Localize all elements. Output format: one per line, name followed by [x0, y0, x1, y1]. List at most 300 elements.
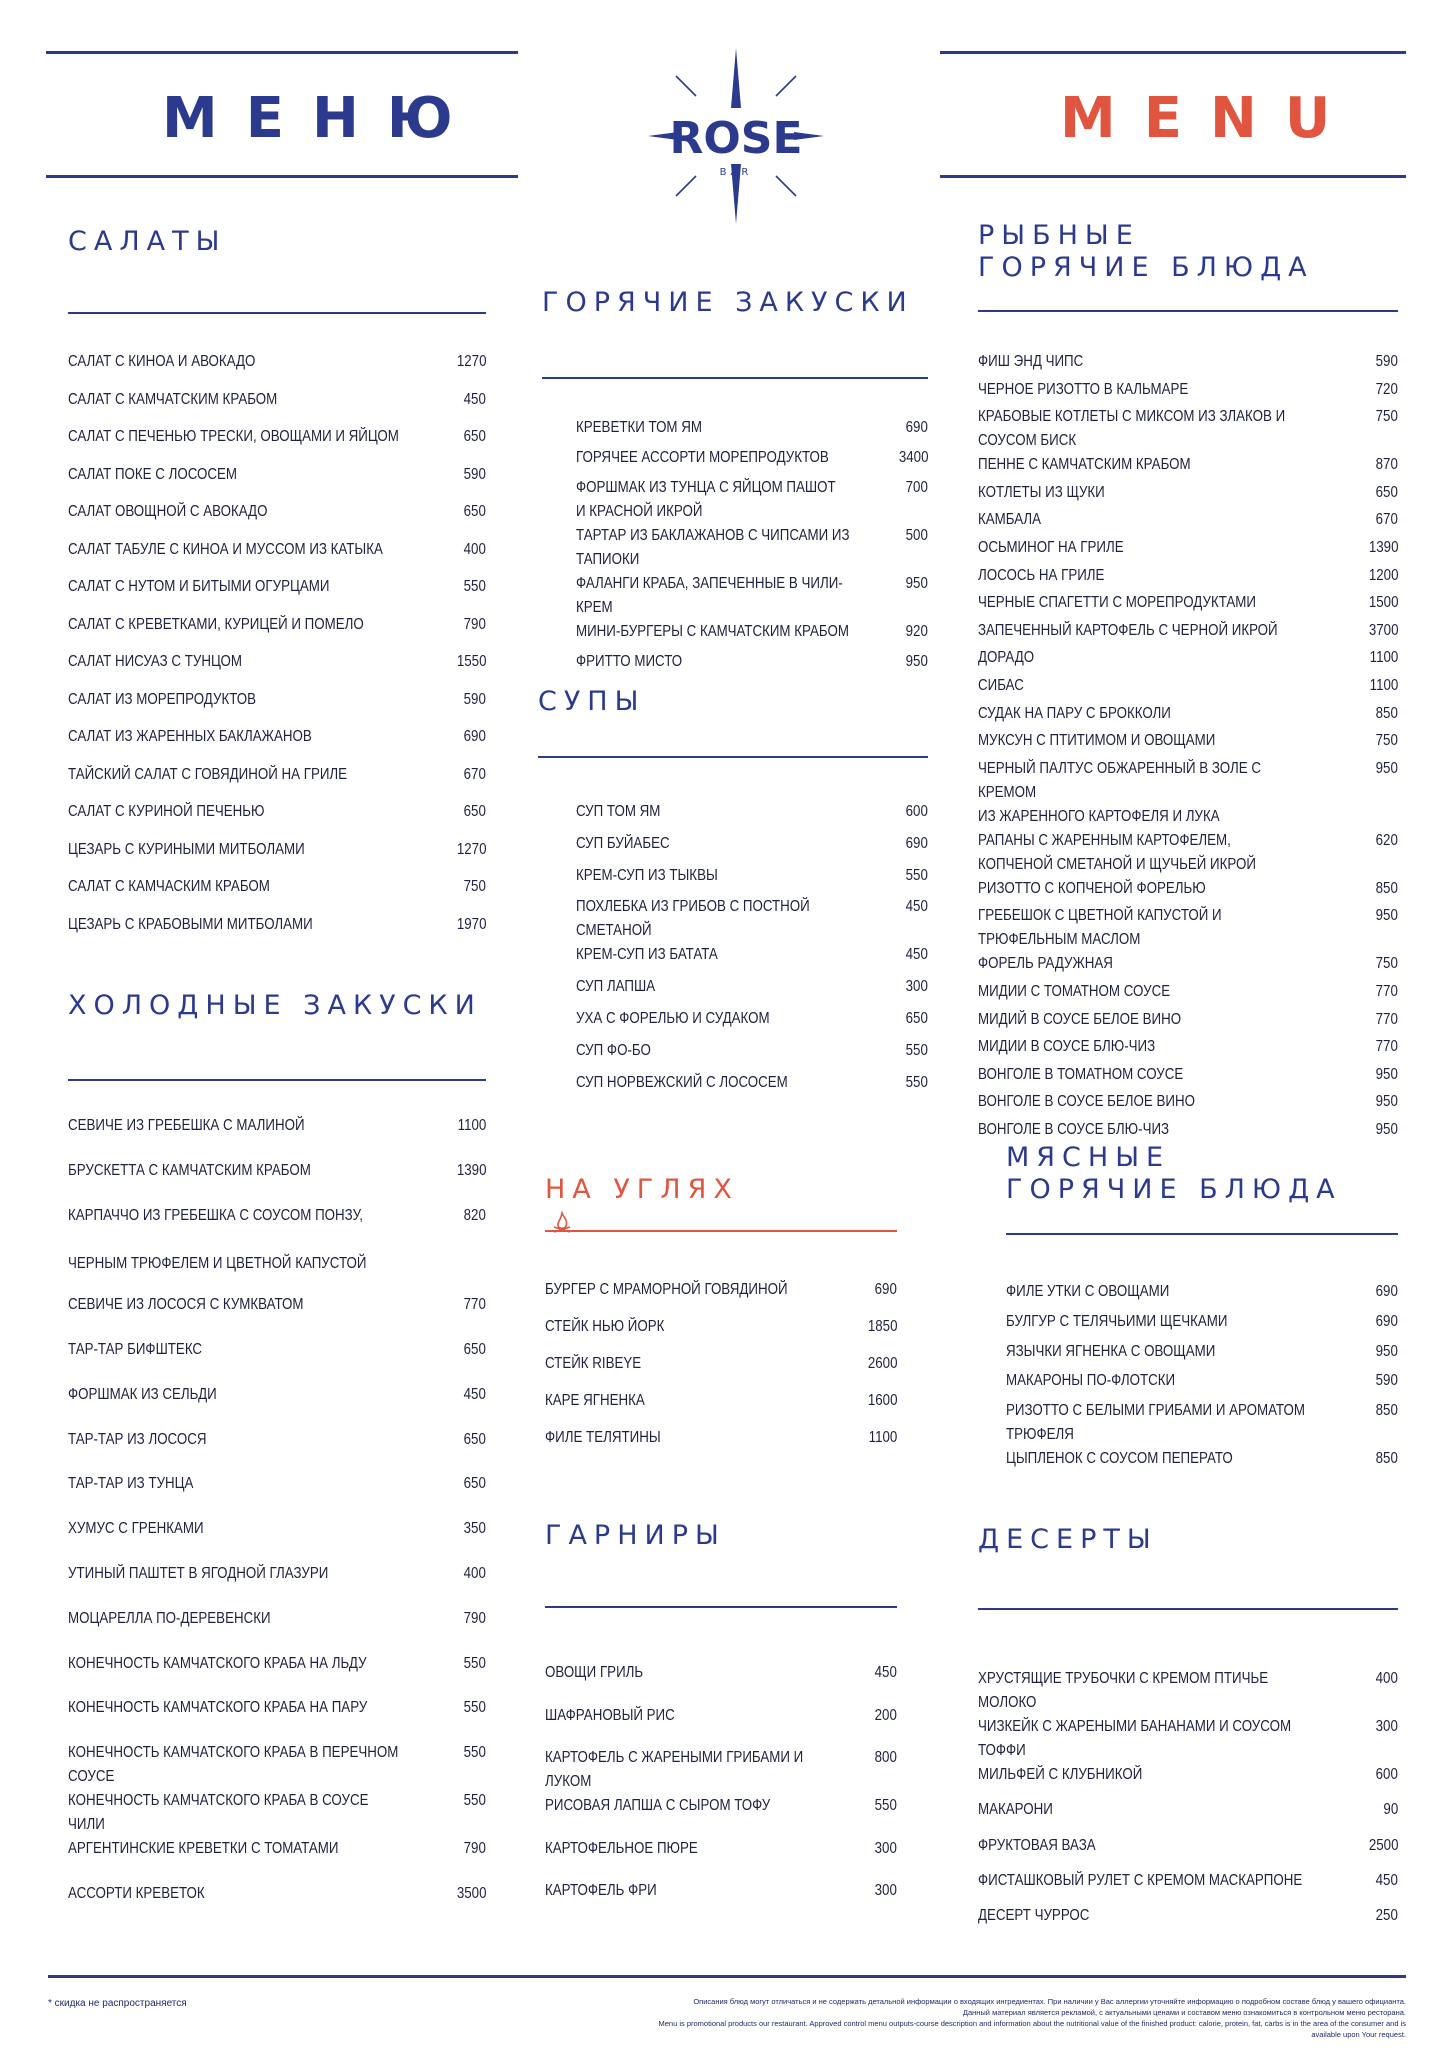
menu-item-name: ФРИТТО МИСТО	[576, 653, 683, 670]
menu-item	[68, 800, 486, 838]
menu-item	[978, 378, 1398, 406]
menu-item	[68, 1428, 486, 1473]
menu-item-name: КОТЛЕТЫ ИЗ ЩУКИ	[978, 483, 1105, 501]
menu-item-price: 650	[463, 503, 486, 520]
menu-item-price: 590	[463, 465, 486, 483]
menu-item-price: 950	[905, 653, 928, 670]
menu-item	[68, 838, 486, 876]
menu-item-price: 950	[1375, 907, 1398, 925]
menu-item	[68, 1652, 486, 1697]
menu-item-name: КАРТОФЕЛЬ С ЖАРЕНЫМИ ГРИБАМИ И ЛУКОМ	[545, 1749, 804, 1790]
menu-item-name: ВОНГОЛЕ В СОУСЕ БЛЮ-ЧИЗ	[978, 1120, 1170, 1138]
menu-item-price: 550	[463, 1744, 486, 1762]
menu-item-name: САЛАТ ПОКЕ С ЛОСОСЕМ	[68, 465, 238, 483]
menu-item-name: ЗАПЕЧЕННЫЙ КАРТОФЕЛЬ С ЧЕРНОЙ ИКРОЙ	[978, 621, 1278, 639]
section-rule-cold	[68, 1079, 486, 1081]
header-rule-left-bottom	[46, 175, 518, 178]
menu-item-name: САЛАТ НИСУАЗ С ТУНЦОМ	[68, 653, 243, 670]
menu-item	[68, 1789, 486, 1837]
menu-item-name: МИЛЬФЕЙ С КЛУБНИКОЙ	[978, 1766, 1143, 1783]
menu-item	[68, 1607, 486, 1652]
menu-item-name: СУП ЛАПША	[576, 978, 656, 996]
logo-subtext: BAR	[719, 167, 753, 178]
menu-item-name: КОНЕЧНОСТЬ КАМЧАТСКОГО КРАБА В СОУСЕ ЧИЛИ	[68, 1792, 369, 1834]
section-rule-hot-starters	[542, 377, 928, 379]
list-soups	[576, 800, 928, 1102]
menu-item-name: СЕВИЧЕ ИЗ ЛОСОСЯ С КУМКВАТОМ	[68, 1296, 304, 1314]
menu-item-name: ТАЙСКИЙ САЛАТ С ГОВЯДИНОЙ НА ГРИЛЕ	[68, 765, 348, 783]
menu-item	[576, 975, 928, 1007]
menu-item	[978, 980, 1398, 1008]
menu-item-name: ТАРТАР ИЗ БАКЛАЖАНОВ С ЧИПСАМИ ИЗ ТАПИОКИ	[576, 527, 850, 568]
menu-item	[68, 1338, 486, 1383]
menu-item-name: ОСЬМИНОГ НА ГРИЛЕ	[978, 538, 1124, 556]
menu-item-price: 550	[463, 1699, 486, 1717]
list-cold	[68, 1114, 486, 1927]
menu-item	[576, 1071, 928, 1103]
menu-item	[68, 500, 486, 538]
list-sides	[545, 1661, 897, 1922]
menu-item-name: ЦЫПЛЕНОК С СОУСОМ ПЕПЕРАТО	[1006, 1450, 1233, 1468]
menu-item	[1006, 1399, 1398, 1447]
menu-item-price: 600	[1375, 1766, 1398, 1783]
menu-item	[978, 646, 1398, 674]
menu-item-name: ФИСТАШКОВЫЙ РУЛЕТ С КРЕМОМ МАСКАРПОНЕ	[978, 1871, 1303, 1889]
menu-item-price: 300	[1375, 1718, 1398, 1735]
section-title-soups: СУПЫ	[538, 686, 646, 717]
menu-item	[68, 1837, 486, 1882]
menu-item-price: 720	[1375, 380, 1398, 398]
menu-item	[576, 446, 928, 476]
menu-item	[978, 591, 1398, 619]
menu-item-price: 1550	[456, 653, 486, 670]
menu-item-price: 690	[1375, 1283, 1398, 1300]
menu-item-name: БРУСКЕТТА С КАМЧАТСКИМ КРАБОМ	[68, 1161, 311, 1179]
section-rule-desserts	[978, 1608, 1398, 1610]
menu-item-name: СУП НОРВЕЖСКИЙ С ЛОСОСЕМ	[576, 1073, 788, 1091]
menu-item	[576, 1007, 928, 1039]
header-rule-left-top	[46, 51, 518, 54]
list-grill	[545, 1278, 897, 1463]
menu-item	[545, 1426, 897, 1463]
menu-item-name: САЛАТ ИЗ ЖАРЕННЫХ БАКЛАЖАНОВ	[68, 728, 312, 745]
menu-item-price: 850	[1375, 1450, 1398, 1468]
menu-item-price: 750	[1375, 732, 1398, 750]
section-rule-meat	[1006, 1233, 1398, 1235]
menu-item-name: РИСОВАЯ ЛАПША С СЫРОМ ТОФУ	[545, 1797, 771, 1814]
menu-item-price: 2600	[867, 1355, 897, 1372]
menu-item-price: 790	[463, 1609, 486, 1627]
menu-item-price: 550	[905, 866, 928, 884]
menu-item-price: 550	[905, 1073, 928, 1091]
menu-item	[545, 1661, 897, 1704]
menu-item	[68, 1293, 486, 1338]
menu-item-name: КРЕМ-СУП ИЗ БАТАТА	[576, 946, 718, 964]
menu-item-price: 950	[1375, 1342, 1398, 1360]
menu-item	[978, 702, 1398, 730]
menu-item-name: ДОРАДО	[978, 649, 1035, 667]
menu-item	[576, 800, 928, 832]
menu-item-price: 350	[463, 1520, 486, 1538]
menu-item-price: 690	[905, 419, 928, 436]
menu-item-name: КАМБАЛА	[978, 511, 1042, 529]
menu-item-name: САЛАТ С КИНОА И АВОКАДО	[68, 353, 256, 370]
menu-item-name: ЦЕЗАРЬ С КРАБОВЫМИ МИТБОЛАМИ	[68, 915, 313, 933]
menu-item-name: САЛАТ ТАБУЛЕ С КИНОА И МУССОМ ИЗ КАТЫКА	[68, 540, 383, 558]
menu-title-ru: МЕНЮ	[162, 86, 481, 151]
menu-item	[1006, 1340, 1398, 1370]
menu-item-price: 550	[905, 1041, 928, 1059]
menu-item-name: МИДИИ В СОУСЕ БЛЮ-ЧИЗ	[978, 1038, 1156, 1056]
menu-item-name: БУЛГУР С ТЕЛЯЧЬИМИ ЩЕЧКАМИ	[1006, 1312, 1228, 1330]
menu-item-price: 400	[463, 1564, 486, 1582]
menu-item	[978, 1090, 1398, 1118]
menu-item-name: ФРУКТОВАЯ ВАЗА	[978, 1836, 1096, 1854]
menu-item	[978, 1798, 1398, 1833]
menu-item	[978, 1904, 1398, 1939]
menu-item-name: КОНЕЧНОСТЬ КАМЧАТСКОГО КРАБА В ПЕРЕЧНОМ СОУСЕ	[68, 1744, 399, 1786]
menu-item	[978, 619, 1398, 647]
menu-item	[978, 1063, 1398, 1091]
menu-item	[68, 613, 486, 651]
menu-item-price: 850	[1375, 1402, 1398, 1420]
menu-item	[978, 1763, 1398, 1798]
menu-item-price: 1100	[868, 1429, 897, 1446]
disclaimer-line-2: Данный материал является рекламой, с актуальными ценами и составом меню ознакомиться в контрольном меню ресторана.	[962, 2008, 1406, 2017]
menu-item-name: СУДАК НА ПАРУ С БРОККОЛИ	[978, 704, 1171, 722]
menu-item-price: 950	[1375, 1093, 1398, 1111]
menu-item-name: ФОРЕЛЬ РАДУЖНАЯ	[978, 955, 1113, 973]
menu-item-name: ВОНГОЛЕ В ТОМАТНОМ СОУСЕ	[978, 1065, 1184, 1083]
menu-item-name: ТАР-ТАР ИЗ ЛОСОСЯ	[68, 1430, 207, 1448]
logo-text: ROSE	[669, 113, 803, 164]
menu-item-name: ШАФРАНОВЫЙ РИС	[545, 1706, 675, 1724]
menu-item	[576, 832, 928, 864]
menu-item	[576, 524, 928, 572]
menu-item-name: ТАР-ТАР БИФШТЕКС	[68, 1340, 203, 1358]
menu-item	[978, 1008, 1398, 1036]
menu-item	[545, 1746, 897, 1794]
menu-item-price: 770	[463, 1296, 486, 1314]
menu-item-name: БУРГЕР С МРАМОРНОЙ ГОВЯДИНОЙ	[545, 1281, 788, 1298]
menu-item-price: 650	[1375, 483, 1398, 501]
menu-item-price: 590	[1375, 1372, 1398, 1390]
menu-item	[978, 508, 1398, 536]
section-title-hot-starters: ГОРЯЧИЕ ЗАКУСКИ	[542, 287, 914, 318]
menu-item-price: 950	[1375, 1065, 1398, 1083]
menu-item-name: ФАЛАНГИ КРАБА, ЗАПЕЧЕННЫЕ В ЧИЛИ-КРЕМ	[576, 575, 843, 616]
menu-item-price: 650	[905, 1009, 928, 1027]
menu-item-name: МИДИЙ В СОУСЕ БЕЛОЕ ВИНО	[978, 1010, 1182, 1028]
menu-item-price: 770	[1375, 982, 1398, 1000]
menu-item-price: 1100	[1369, 649, 1398, 667]
menu-item-name: КАРТОФЕЛЬ ФРИ	[545, 1882, 657, 1899]
menu-item	[576, 650, 928, 680]
menu-item-name: ФОРШМАК ИЗ СЕЛЬДИ	[68, 1385, 217, 1403]
menu-item-name: РИЗОТТО С КОПЧЕНОЙ ФОРЕЛЬЮ	[978, 879, 1206, 897]
menu-item-name: ХРУСТЯЩИЕ ТРУБОЧКИ С КРЕМОМ ПТИЧЬЕ МОЛОКО	[978, 1670, 1269, 1711]
menu-item	[978, 729, 1398, 757]
menu-item-name: ГОРЯЧЕЕ АССОРТИ МОРЕПРОДУКТОВ	[576, 449, 829, 466]
menu-item-price: 790	[463, 1840, 486, 1858]
menu-item	[545, 1794, 897, 1837]
menu-item-price: 1600	[867, 1392, 897, 1409]
menu-item-price: 200	[874, 1706, 897, 1724]
menu-item-name: ЦЕЗАРЬ С КУРИНЫМИ МИТБОЛАМИ	[68, 840, 305, 858]
menu-item-price: 1270	[456, 840, 486, 858]
menu-item-name: МОЦАРЕЛЛА ПО-ДЕРЕВЕНСКИ	[68, 1609, 271, 1627]
menu-item-price: 590	[463, 690, 486, 708]
list-desserts	[978, 1667, 1398, 1939]
menu-item-name: МУКСУН С ПТИТИМОМ И ОВОЩАМИ	[978, 732, 1216, 750]
menu-item-name: КРЕВЕТКИ ТОМ ЯМ	[576, 419, 702, 436]
menu-item-price: 870	[1375, 456, 1398, 474]
menu-item-name: МАКАРОНИ	[978, 1801, 1053, 1819]
menu-item-price: 850	[1375, 704, 1398, 722]
menu-item-name: СУП ТОМ ЯМ	[576, 803, 661, 820]
menu-item	[68, 575, 486, 613]
menu-item-name: ГРЕБЕШОК С ЦВЕТНОЙ КАПУСТОЙ И ТРЮФЕЛЬНЫМ МАСЛОМ	[978, 907, 1222, 949]
menu-item	[68, 1383, 486, 1428]
menu-item	[576, 943, 928, 975]
menu-item	[545, 1352, 897, 1389]
menu-item-price: 750	[463, 878, 486, 895]
menu-item	[978, 952, 1398, 980]
menu-item-name: САЛАТ ОВОЩНОЙ С АВОКАДО	[68, 503, 268, 520]
menu-item-price: 620	[1375, 831, 1398, 849]
menu-item-price: 650	[463, 1430, 486, 1448]
menu-item-price: 1970	[456, 915, 486, 933]
menu-item-price: 450	[463, 1385, 486, 1403]
menu-item	[978, 757, 1398, 829]
menu-item	[978, 674, 1398, 702]
menu-item-name: АРГЕНТИНСКИЕ КРЕВЕТКИ С ТОМАТАМИ	[68, 1840, 339, 1858]
menu-item-price: 790	[463, 615, 486, 633]
menu-item-price: 670	[1375, 511, 1398, 529]
menu-item-price: 2500	[1368, 1836, 1398, 1854]
menu-item-price: 400	[1375, 1670, 1398, 1687]
menu-item-price: 1390	[1368, 538, 1398, 556]
menu-item-price: 450	[905, 898, 928, 916]
section-title-meat: МЯСНЫЕ ГОРЯЧИЕ БЛЮДА	[1006, 1142, 1342, 1205]
menu-item-price: 590	[1375, 353, 1398, 370]
menu-item	[576, 895, 928, 943]
menu-item-name: АССОРТИ КРЕВЕТОК	[68, 1884, 205, 1902]
menu-item-price: 950	[905, 575, 928, 592]
menu-item-name: ФИШ ЭНД ЧИПС	[978, 353, 1084, 370]
menu-item	[68, 1204, 486, 1294]
menu-item	[68, 388, 486, 426]
menu-item	[978, 904, 1398, 952]
menu-item-name: МИНИ-БУРГЕРЫ С КАМЧАТСКИМ КРАБОМ	[576, 623, 849, 640]
menu-item	[68, 350, 486, 388]
menu-item-price: 850	[1375, 879, 1398, 897]
section-title-grill	[545, 1142, 739, 1238]
menu-item-name: ХУМУС С ГРЕНКАМИ	[68, 1520, 204, 1538]
menu-item	[545, 1704, 897, 1747]
menu-item-price: 450	[463, 390, 486, 408]
menu-item-name: УТИНЫЙ ПАШТЕТ В ЯГОДНОЙ ГЛАЗУРИ	[68, 1564, 329, 1582]
section-title-desserts: ДЕСЕРТЫ	[978, 1524, 1158, 1555]
list-hot-starters	[576, 416, 928, 680]
menu-item-price: 650	[463, 1475, 486, 1493]
menu-item	[978, 877, 1398, 905]
menu-item-name: ОВОЩИ ГРИЛЬ	[545, 1664, 644, 1681]
menu-item	[576, 864, 928, 896]
menu-item-name: МИДИИ С ТОМАТНОМ СОУСЕ	[978, 982, 1171, 1000]
menu-item-name: САЛАТ ИЗ МОРЕПРОДУКТОВ	[68, 690, 257, 708]
menu-item-name: СИБАС	[978, 676, 1024, 694]
menu-item-price: 770	[1375, 1038, 1398, 1056]
menu-item-price: 920	[905, 623, 928, 640]
menu-item-price: 300	[874, 1882, 897, 1899]
menu-item	[978, 1667, 1398, 1715]
menu-item-name: КАРПАЧЧО ИЗ ГРЕБЕШКА С СОУСОМ ПОНЗУ, ЧЕРНЫМ ТРЮФЕЛЕМ И ЦВЕТНОЙ КАПУСТОЙ	[68, 1206, 367, 1272]
menu-item-name: ФИЛЕ УТКИ С ОВОЩАМИ	[1006, 1283, 1170, 1300]
menu-item-name: САЛАТ С НУТОМ И БИТЫМИ ОГУРЦАМИ	[68, 578, 330, 595]
menu-item	[978, 1715, 1398, 1763]
menu-item	[545, 1837, 897, 1880]
disclaimer-line-1: Описания блюд могут отличаться и не содержать детальной информации о входящих ингредиентах. При наличии у Вас аллергии уточняйте информацию о подробном составе блюд у вашего официанта.	[693, 1997, 1406, 2006]
menu-item	[68, 1562, 486, 1607]
menu-item-price: 550	[874, 1797, 897, 1814]
menu-item-name: ТАР-ТАР ИЗ ТУНЦА	[68, 1475, 194, 1493]
grill-title-text: НА УГЛЯХ	[545, 1174, 739, 1205]
section-title-fish: РЫБНЫЕ ГОРЯЧИЕ БЛЮДА	[978, 220, 1314, 283]
menu-item-price: 650	[463, 428, 486, 445]
menu-item-name: СЕВИЧЕ ИЗ ГРЕБЕШКА С МАЛИНОЙ	[68, 1117, 305, 1134]
menu-item	[68, 650, 486, 688]
section-rule-soups	[538, 756, 928, 758]
menu-item-price: 90	[1383, 1801, 1398, 1819]
menu-item-price: 1100	[1369, 676, 1398, 694]
menu-item	[1006, 1280, 1398, 1310]
section-title-sides: ГАРНИРЫ	[545, 1520, 726, 1551]
menu-item-name: САЛАТ С КАМЧАТСКИМ КРАБОМ	[68, 390, 278, 408]
menu-item-price: 950	[1375, 1120, 1398, 1138]
list-fish	[978, 350, 1398, 1145]
menu-item-price: 450	[874, 1664, 897, 1681]
menu-item-name: КРАБОВЫЕ КОТЛЕТЫ С МИКСОМ ИЗ ЗЛАКОВ И СОУСОМ БИСК	[978, 408, 1286, 450]
menu-item-price: 690	[463, 728, 486, 745]
menu-item-price: 700	[905, 479, 928, 496]
menu-item-price: 770	[1375, 1010, 1398, 1028]
menu-item-name: КАРЕ ЯГНЕНКА	[545, 1392, 645, 1409]
menu-title-en: MENU	[1060, 86, 1359, 151]
menu-item-name: СТЕЙК RIBEYE	[545, 1355, 642, 1372]
menu-item-price: 600	[905, 803, 928, 820]
menu-item	[978, 829, 1398, 877]
menu-item-name: САЛАТ С КАМЧАСКИМ КРАБОМ	[68, 878, 270, 895]
menu-item-name: КАРТОФЕЛЬНОЕ ПЮРЕ	[545, 1839, 698, 1857]
section-title-cold: ХОЛОДНЫЕ ЗАКУСКИ	[68, 990, 482, 1021]
menu-item-price: 800	[874, 1749, 897, 1766]
menu-item-name: МАКАРОНЫ ПО-ФЛОТСКИ	[1006, 1372, 1176, 1390]
menu-item-name: САЛАТ С КУРИНОЙ ПЕЧЕНЬЮ	[68, 803, 265, 820]
menu-item	[68, 1517, 486, 1562]
menu-item	[576, 572, 928, 620]
menu-item	[978, 1869, 1398, 1904]
menu-item-price: 550	[463, 578, 486, 595]
menu-item-name: РАПАНЫ С ЖАРЕННЫМ КАРТОФЕЛЕМ, КОПЧЕНОЙ СМЕТАНОЙ И ЩУЧЬЕЙ ИКРОЙ	[978, 831, 1256, 873]
menu-item	[545, 1879, 897, 1922]
menu-item-name: ЧИЗКЕЙК С ЖАРЕНЫМИ БАНАНАМИ И СОУСОМ ТОФФИ	[978, 1718, 1292, 1759]
menu-item-price: 650	[463, 803, 486, 820]
menu-item-price: 500	[905, 527, 928, 544]
menu-item	[68, 763, 486, 801]
menu-item	[978, 564, 1398, 592]
menu-item	[1006, 1447, 1398, 1477]
list-salads	[68, 350, 486, 950]
menu-item	[978, 453, 1398, 481]
menu-item-price: 670	[463, 765, 486, 783]
disclaimer-line-3: Menu is promotional products our restaurant. Approved control menu outputs-course description and information about the nutritional value of the finished product: calorie, protein, fat, carbs is in the area of the consumer and is available upon Your request.	[658, 2019, 1406, 2039]
section-rule-sides	[545, 1606, 897, 1608]
menu-item-price: 3500	[456, 1884, 486, 1902]
footer-note: * скидка не распространяется	[48, 1998, 187, 2009]
menu-item	[978, 481, 1398, 509]
menu-item-name: ДЕСЕРТ ЧУРРОС	[978, 1907, 1090, 1925]
menu-item	[68, 688, 486, 726]
menu-item-price: 550	[463, 1654, 486, 1672]
menu-item	[68, 1159, 486, 1204]
menu-item	[68, 538, 486, 576]
menu-item-name: ЧЕРНОЕ РИЗОТТО В КАЛЬМАРЕ	[978, 380, 1189, 398]
menu-item	[68, 725, 486, 763]
menu-item	[1006, 1310, 1398, 1340]
menu-item-name: РИЗОТТО С БЕЛЫМИ ГРИБАМИ И АРОМАТОМ ТРЮФЕЛЯ	[1006, 1402, 1305, 1444]
section-rule-fish	[978, 310, 1398, 312]
menu-item-price: 690	[874, 1281, 897, 1298]
menu-item-price: 650	[463, 1340, 486, 1358]
menu-item-price: 750	[1375, 408, 1398, 426]
menu-item	[576, 1039, 928, 1071]
menu-item-price: 1200	[1368, 566, 1398, 584]
section-rule-salads	[68, 312, 486, 314]
menu-item-name: СУП БУЙАБЕС	[576, 834, 670, 852]
header-rule-right-top	[940, 51, 1406, 54]
menu-item	[545, 1389, 897, 1426]
menu-item	[576, 416, 928, 446]
menu-item-name: КРЕМ-СУП ИЗ ТЫКВЫ	[576, 866, 718, 884]
menu-item	[978, 405, 1398, 453]
menu-item-price: 950	[1375, 759, 1398, 777]
menu-item-name: СУП ФО-БО	[576, 1041, 651, 1059]
menu-item	[68, 425, 486, 463]
menu-item-price: 1500	[1368, 594, 1398, 612]
menu-item-price: 550	[463, 1792, 486, 1810]
menu-item-name: УХА С ФОРЕЛЬЮ И СУДАКОМ	[576, 1009, 770, 1027]
menu-item-price: 450	[905, 946, 928, 964]
menu-item	[978, 1834, 1398, 1869]
rose-bar-logo	[648, 48, 824, 224]
menu-item-name: ЯЗЫЧКИ ЯГНЕНКА С ОВОЩАМИ	[1006, 1342, 1216, 1360]
menu-item	[68, 1882, 486, 1927]
menu-item-price: 300	[874, 1839, 897, 1857]
menu-item	[1006, 1369, 1398, 1399]
list-meat	[1006, 1280, 1398, 1477]
menu-item-price: 820	[463, 1206, 486, 1224]
menu-item-name: ЧЕРНЫЙ ПАЛТУС ОБЖАРЕННЫЙ В ЗОЛЕ С КРЕМОМ ИЗ ЖАРЕННОГО КАРТОФЕЛЯ И ЛУКА	[978, 759, 1261, 825]
menu-item	[68, 1741, 486, 1789]
header-rule-right-bottom	[940, 175, 1406, 178]
menu-item	[978, 1035, 1398, 1063]
menu-item	[978, 350, 1398, 378]
menu-item-name: СТЕЙК НЬЮ ЙОРК	[545, 1318, 665, 1335]
menu-item-name: КОНЕЧНОСТЬ КАМЧАТСКОГО КРАБА НА ПАРУ	[68, 1699, 368, 1717]
menu-item-name: КОНЕЧНОСТЬ КАМЧАТСКОГО КРАБА НА ЛЬДУ	[68, 1654, 367, 1672]
menu-item-price: 300	[905, 978, 928, 996]
